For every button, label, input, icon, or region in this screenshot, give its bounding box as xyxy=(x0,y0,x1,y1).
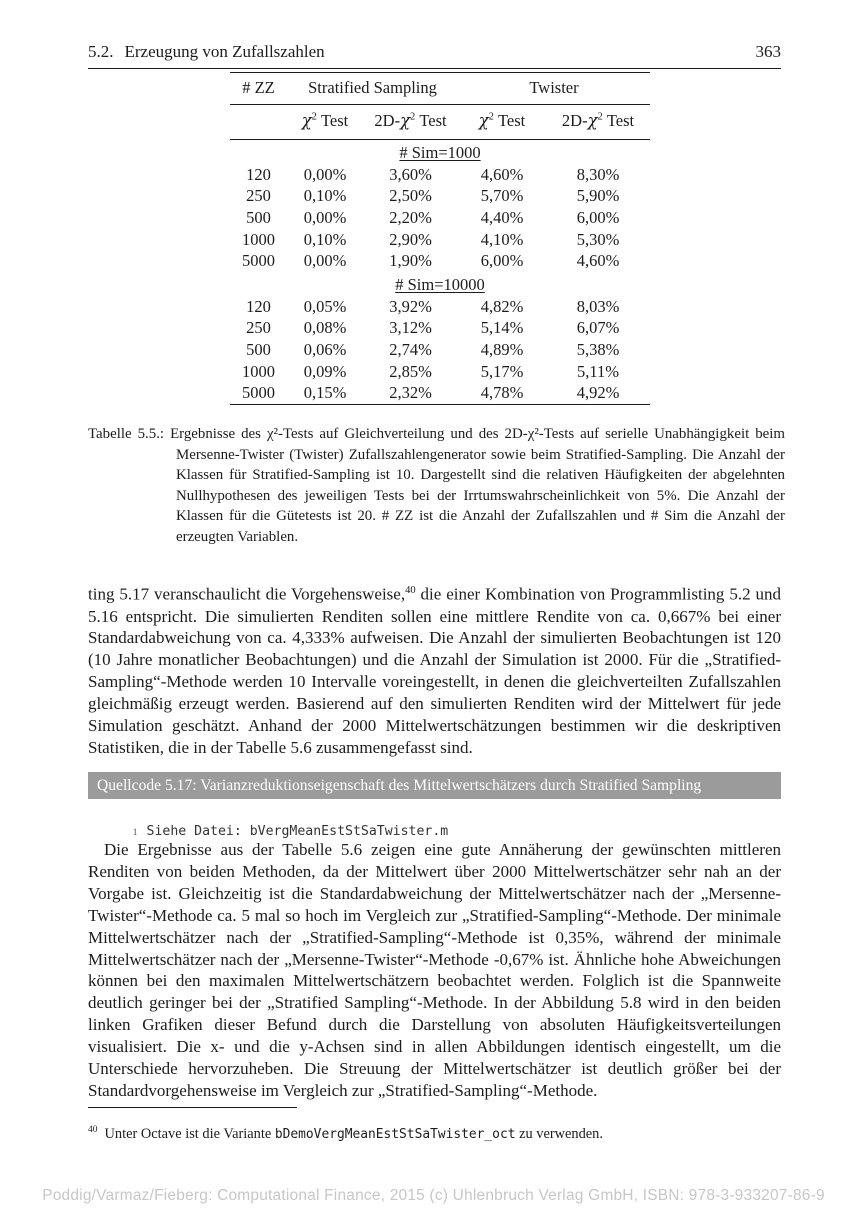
table-row: 500 0,06% 2,74% 4,89% 5,38% xyxy=(246,339,620,359)
page-number: 363 xyxy=(755,42,781,61)
running-head xyxy=(88,42,781,69)
footnote-marker: 40 xyxy=(88,1125,98,1135)
table-group-header-row xyxy=(230,73,650,105)
results-table-wrap xyxy=(230,72,650,405)
table-caption xyxy=(88,424,785,547)
col-header-twister: Twister xyxy=(458,73,650,105)
listing-title-bar xyxy=(88,772,781,799)
col-header-stratified-sampling: Stratified Sampling xyxy=(287,73,458,105)
footnote: $^{40}$ Unter Octave ist die Variante bDemoVergMeanEstStSaTwister_oct zu verwenden. xyxy=(88,1125,603,1142)
results-table xyxy=(230,72,650,405)
footnote-reference: 40 xyxy=(405,585,416,596)
body-paragraph-2: Die Ergebnisse aus der Tabelle 5.6 zeigen eine gute Annäherung der gewünschten mittleren Renditen von beiden Methoden, da der Mittelwert über 2000 Mittelwertschätzer sehr nah an der Vorgabe ist. Gleichzeitig ist die Standardabweichung der Mittelwertschätzer nach der „Mersenne-Twister“-Methode ca. 5 mal so hoch im Vergleich zur „Stratified-Sampling“-Methode. Der minimale Mittelwertschätzer nach der „Stratified-Sampling“-Methode ist 0,35%, während der minimale Mittelwertschätzer nach der „Mersenne-Twister“-Methode -0,67% ist. Ähnliche hohe Abweichungen können bei den maximalen Mittelwertschätzern beobachtet werden. Folglich ist die Spannweite deutlich geringer bei der „Stratified Sampling“-Methode. In der Abbildung 5.8 wird in den beiden linken Grafiken dieser Befund durch die Darstellung von absoluten Häufigkeitsverteilungen visualisiert. Die x- und die y-Achsen sind in allen Abbildungen identisch eingestellt, um die Unterschiede hervorzuheben. Die Streuung der Mittelwertschätzer ist deutlich größer bei der Standardvorgehensweise im Vergleich zur „Stratified-Sampling“-Methode. xyxy=(88,840,781,1100)
col-header-zz: # ZZ xyxy=(230,73,287,105)
table-row: 1000 0,09% 2,85% 5,17% 5,11% xyxy=(242,361,619,381)
section-label-row xyxy=(230,140,650,165)
table-row: 1000 0,10% 2,90% 4,10% 5,30% xyxy=(242,229,620,249)
section-heading xyxy=(88,42,325,62)
footnote-rule xyxy=(88,1107,297,1108)
section-number: 5.2. xyxy=(88,42,114,61)
table-row: 120 0,05% 3,92% 4,82% 8,03% xyxy=(246,296,620,316)
col-subheader-empty xyxy=(230,105,287,140)
section-title: Erzeugung von Zufallszahlen xyxy=(124,42,325,61)
table-row: 500 0,00% 2,20% 4,40% 6,00% xyxy=(246,207,620,227)
col-subheader-2dchi2-ss: $2D-\chi^2$ Test xyxy=(363,105,458,140)
table-sub-header-row xyxy=(230,105,650,140)
table-caption-text: Ergebnisse des χ²-Tests auf Gleichverteilung und des 2D-χ²-Tests auf serielle Unabhängigkeit beim Mersenne-Twister (Twister) Zufallszahlengenerator sowie beim Stratified-Sampling. Die Anzahl der Klassen für Stratified-Sampling ist 10. Dargestellt sind die relativen Häufigkeiten der abgelehnten Nullhypothesen des jeweiligen Tests bei der Irrtumswahrscheinlichkeit von 5%. Die Anzahl der Klassen für die Gütetests ist 20. # ZZ ist die Anzahl der Zufallszahlen und # Sim die Anzahl der erzeugten Variablen. xyxy=(170,426,785,545)
listing-title: Quellcode 5.17: Varianzreduktionseigenschaft des Mittelwertschätzers durch Stratified Sampling xyxy=(97,777,702,794)
table-row: 250 0,10% 2,50% 5,70% 5,90% xyxy=(246,186,620,206)
listing-line-number: 1 xyxy=(132,828,138,838)
table-row: 5000 0,15% 2,32% 4,78% 4,92% xyxy=(242,383,620,403)
table-caption-label: Tabelle 5.5.: xyxy=(88,426,165,442)
col-subheader-chi2-tw: $\chi^2$ Test xyxy=(458,105,546,140)
col-subheader-2dchi2-tw: $2D-\chi^2$ Test xyxy=(546,105,650,140)
col-subheader-chi2-ss: $\chi^2$ Test xyxy=(287,105,363,140)
section-label-row xyxy=(230,272,650,296)
table-row: 120 0,00% 3,60% 4,60% 8,30% xyxy=(246,164,620,184)
footnote-code: bDemoVergMeanEstStSaTwister_oct xyxy=(274,1126,516,1142)
imprint-footer: Poddig/Varmaz/Fieberg: Computational Finance, 2015 (c) Uhlenbruch Verlag GmbH, ISBN: 978-3-933207-86-9 xyxy=(42,1187,825,1204)
body-paragraph-1: ting 5.17 veranschaulicht die Vorgehensweise,$^{40}$ die einer Kombination von Programmlisting 5.2 und 5.16 entspricht. Die simulierten Renditen sollen eine mittlere Rendite von ca. 0,667% bei einer Standardabweichung von ca. 4,333% aufweisen. Die Anzahl der simulierten Beobachtungen ist 120 (10 Jahre monatlicher Beobachtungen) und die Anzahl der Simulation ist 2000. Für die „Stratified-Sampling“-Methode werden 10 Intervalle voreingestellt, in denen die gleichverteilten Zufallszahlen gleichmäßig erzeugt werden. Basierend auf den simulierten Renditen wird der Mittelwert für jede Simulation geschätzt. Anhand der 2000 Mittelwertschätzungen bestimmen wir die deskriptiven Statistiken, die in der Tabelle 5.6 zusammengefasst sind. xyxy=(88,584,781,757)
sim-1000-label: # Sim=1000 xyxy=(399,143,481,162)
listing-code: Siehe Datei: bVergMeanEstStSaTwister.m xyxy=(146,824,449,839)
table-row: 5000 0,00% 1,90% 6,00% 4,60% xyxy=(242,251,620,271)
table-row: 250 0,08% 3,12% 5,14% 6,07% xyxy=(246,318,620,338)
sim-10000-label: # Sim=10000 xyxy=(395,274,485,294)
